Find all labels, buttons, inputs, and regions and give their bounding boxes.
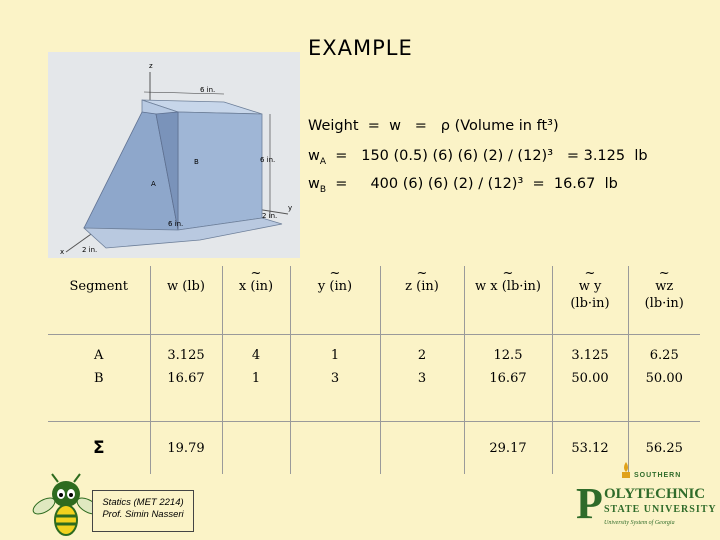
- cell-x: 4: [222, 335, 290, 366]
- figure-label: 2 in.: [82, 246, 98, 254]
- header-wz: [628, 266, 700, 335]
- header-wy-label: ~ w y: [579, 278, 602, 295]
- instructor-name: Prof. Simin Nasseri: [102, 509, 184, 520]
- header-z-label: ~ z (in): [405, 278, 439, 295]
- logo-top-text: SOUTHERN: [634, 472, 682, 479]
- cell-z: 3: [380, 365, 464, 422]
- logo-tagline: University System of Georgia: [604, 520, 675, 526]
- figure-label: 6 in.: [168, 220, 184, 228]
- wb-equation: [308, 176, 618, 195]
- wb-subscript: B: [319, 184, 327, 195]
- header-y-label: ~ y (in): [318, 278, 352, 295]
- header-wx: [464, 266, 552, 335]
- header-wy: [552, 266, 628, 335]
- wb-expression: = 400 (6) (6) (2) / (12)³ = 16.67 lb: [326, 176, 618, 192]
- figure-label: 2 in.: [262, 212, 278, 220]
- wb-symbol: w: [308, 176, 320, 192]
- sum-z-empty: [380, 422, 464, 474]
- table-header-row: [48, 266, 700, 335]
- hornet-mascot-icon: [30, 474, 100, 540]
- cell-segment: A: [48, 335, 150, 366]
- university-logo: [574, 460, 717, 530]
- header-segment: Segment: [48, 266, 150, 335]
- sum-symbol: Σ: [48, 422, 150, 474]
- cell-w: 3.125: [150, 335, 222, 366]
- sum-wx: 29.17: [464, 422, 552, 474]
- cell-wy: 3.125: [552, 335, 628, 366]
- course-name: Statics (MET 2214): [102, 497, 184, 508]
- figure-label: x: [60, 248, 65, 256]
- header-w: w (lb): [150, 266, 222, 335]
- cell-wx: 12.5: [464, 335, 552, 366]
- header-y: [290, 266, 380, 335]
- figure-label: y: [288, 204, 293, 212]
- figure-label: A: [151, 180, 156, 188]
- figure-label: B: [194, 158, 199, 166]
- sum-y-empty: [290, 422, 380, 474]
- course-credit-box: [92, 490, 194, 532]
- header-x: [222, 266, 290, 335]
- slide-title: EXAMPLE: [308, 36, 413, 60]
- cell-segment: B: [48, 365, 150, 422]
- block-b-front: [178, 112, 262, 230]
- header-wz-label: ~ wz: [655, 278, 673, 295]
- logo-big-letter: P: [576, 479, 603, 528]
- cell-w: 16.67: [150, 365, 222, 422]
- table-row: [48, 335, 700, 366]
- wa-equation: [308, 148, 648, 167]
- polytechnic-logo-icon: [574, 460, 717, 530]
- cell-wx: 16.67: [464, 365, 552, 422]
- wa-symbol: w: [308, 148, 320, 164]
- composite-block-figure: [48, 52, 300, 258]
- centroid-table: [48, 266, 700, 474]
- header-z: [380, 266, 464, 335]
- sum-w: 19.79: [150, 422, 222, 474]
- sum-wz: 56.25: [645, 440, 683, 456]
- wa-subscript: A: [319, 156, 327, 167]
- sum-wy: 53.12: [552, 422, 628, 474]
- cell-wz: 50.00: [628, 365, 700, 422]
- cell-y: 1: [290, 335, 380, 366]
- logo-word2: STATE UNIVERSITY: [604, 504, 717, 515]
- figure-label: 6 in.: [200, 86, 216, 94]
- header-wy-unit: (lb·in): [570, 296, 610, 311]
- cell-y: 3: [290, 365, 380, 422]
- cell-x: 1: [222, 365, 290, 422]
- figure-label: z: [149, 62, 153, 70]
- cell-wz: 6.25: [649, 347, 679, 363]
- wa-expression: = 150 (0.5) (6) (6) (2) / (12)³ = 3.125 lb: [326, 148, 648, 164]
- header-wz-unit: (lb·in): [644, 296, 684, 311]
- logo-word1: OLYTECHNIC: [604, 486, 706, 502]
- block-diagram: [48, 52, 300, 258]
- cell-z: 2: [380, 335, 464, 366]
- sum-x-empty: [222, 422, 290, 474]
- header-wx-label: ~ w x (lb·in): [475, 278, 541, 295]
- figure-label: 6 in.: [260, 156, 276, 164]
- header-x-label: ~ x (in): [239, 278, 273, 295]
- weight-equation: Weight = w = ρ (Volume in ft³): [308, 118, 559, 134]
- cell-wy: 50.00: [552, 365, 628, 422]
- table-row: [48, 365, 700, 422]
